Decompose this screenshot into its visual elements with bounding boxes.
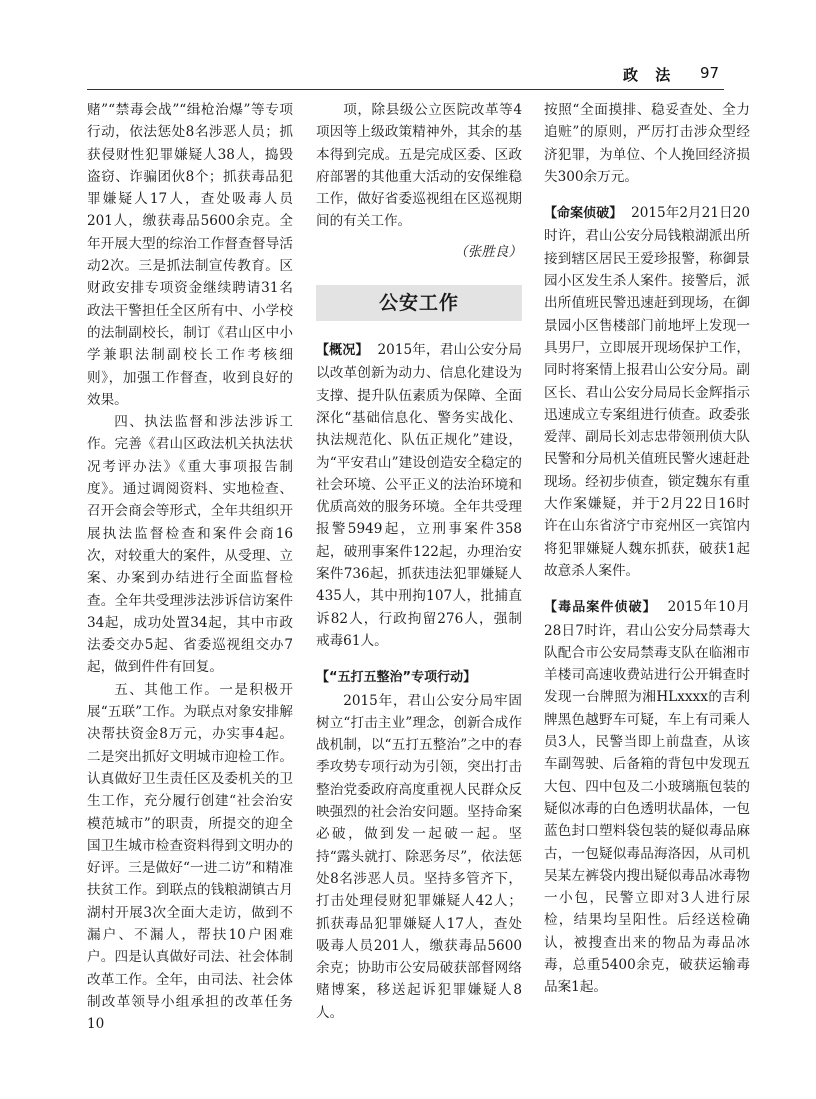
column-middle (316, 99, 522, 1024)
running-header-title: 政 法 (623, 66, 677, 84)
overview-heading: 【概况】 (316, 343, 369, 359)
paragraph: 按照“全面摸排、稳妥查处、全力追赃”的原则，严厉打击涉众型经济犯罪，为单位、个人挽回经济损失300余万元。 (544, 102, 750, 185)
murder-text: 2015年2月21日20时许，君山公安分局钱粮湖派出所接到辖区居民王爱珍报警，称御景园小区发生杀人案件。接警后，派出所值班民警迅速赶到现场，在御景园小区售楼部门前地坪上发现一具男尸，立即展开现场保护工作，同时将案情上报君山公安分局。副区长、君山公安分局局长金辉指示迅速成立专案组进行侦查。政委张爱萍、副局长刘志忠带领刑侦大队民警和分局机关值班民警火速赶赴现场。经初步侦查，锁定魏东有重大作案嫌疑，并于2月22日16时许在山东省济宁市兖州区一宾馆内将犯罪嫌疑人魏东抓获，破获1起故意杀人案件。 (544, 205, 750, 579)
drug-heading: 【毒品案件侦破】 (544, 600, 657, 616)
paragraph-murder (544, 202, 750, 582)
paragraph-overview (316, 339, 522, 652)
column-left (87, 99, 293, 1035)
paragraph: 赌”“禁毒会战”“缉枪治爆”等专项行动，依法惩处8名涉恶人员；抓获侵财性犯罪嫌疑人38人，捣毁盗窃、诈骗团伙8个；抓获毒品犯罪嫌疑人17人，查处吸毒人员201人，缴获毒品5600余克。全年开展大型的综治工作督查督导活动2次。三是抓法制宣传教育。区财政安排专项资金继续聘请31名政法干警担任全区所有中、小学校的法制副校长，制订《君山区中小学兼职法制副校长工作考核细则》，加强工作督查，收到良好的效果。 (87, 102, 293, 408)
page-number: 97 (700, 64, 720, 82)
campaign-text: 2015年，君山公安分局牢固树立“打击主业”理念，创新合成作战机制，以“五打五整治”之中的春季攻势专项行动为引领，突出打击整治党委政府高度重视人民群众反映强烈的社会治安问题。坚持命案必破，做到发一起破一起。坚持“露头就打、除恶务尽”，依法惩处8名涉恶人员。坚持多管齐下，打击处理侵财犯罪嫌疑人42人；抓获毒品犯罪嫌疑人17人，查处吸毒人员201人，缴获毒品5600余克；协助市公安局破获部督网络赌博案，移送起诉犯罪嫌疑人8人。 (316, 692, 522, 1021)
column-right (544, 99, 750, 999)
paragraph: 项，除县级公立医院改革等4项因等上级政策精神外，其余的基本得到完成。五是完成区委、区政府部署的其他重大活动的安保维稳工作，做好省委巡视组在区巡视期间的有关工作。 (316, 102, 522, 230)
paragraph: 四、执法监督和涉法涉诉工作。完善《君山区政法机关执法状况考评办法》《重大事项报告制度》。通过调阅资料、实地检查、召开会商会等形式，全年共组织开展执法监督检查和案件会商16次，对较重大的案件，从受理、立案、办案到办结进行全面监督检查。全年共受理涉法涉诉信访案件34起，成功处置34起，其中市政法委交办5起、省委巡视组交办7起，做到件件有回复。 (87, 414, 293, 676)
drug-text: 2015年10月28日7时许，君山公安分局禁毒大队配合市公安局禁毒支队在临湘市羊楼司高速收费站进行公开辑查时发现一台牌照为湘HLxxxx的吉利牌黑色越野车可疑，车上有司乘人员3人，民警当即上前盘查，从该车副驾驶、后备箱的背包中发现五大包、四中包及二小玻璃瓶包装的疑似冰毒的白色透明状晶体，一包蓝色封口塑料袋包装的疑似毒品麻古，一包疑似毒品海洛因，从司机吴某左裤袋内搜出疑似毒品冰毒物一小包，民警立即对3人进行尿检，结果均呈阳性。后经送检确认，被搜查出来的物品为毒品冰毒，总重5400余克，破获运输毒品案1起。 (544, 599, 750, 996)
header-divider (87, 89, 724, 90)
campaign-heading-line (316, 666, 522, 689)
section-title: 公安工作 (316, 285, 522, 321)
paragraph-drug (544, 596, 750, 998)
paragraph: 五、其他工作。一是积极开展“五联”工作。为联点对象安排解决帮扶资金8万元，办实事4起。二是突出抓好文明城市迎检工作。认真做好卫生责任区及委机关的卫生工作，充分履行创建“社会治安模范城市”的职责，所提交的迎全国卫生城市检查资料得到文明办的好评。三是做好“一进二访”和精准扶贫工作。到联点的钱粮湖镇古月湖村开展3次全面大走访，做到不漏户、不漏人，帮扶10户困难户。四是认真做好司法、社会体制改革工作。全年，由司法、社会体制改革领导小组承担的改革任务10 (87, 681, 293, 1033)
overview-text: 2015年，君山公安分局以改革创新为动力、信息化建设为支撑、提升队伍素质为保障、全面深化“基础信息化、警务实战化、执法规范化、队伍正规化”建设，为“平安君山”建设创造安全稳定的社会环境、公平正义的法治环境和优质高效的服务环境。全年共受理报警5949起，立刑事案件358起，破刑事案件122起，办理治安案件736起，抓获违法犯罪嫌疑人435人，其中刑拘107人，批捕直诉82人，行政拘留276人，强制戒毒61人。 (316, 342, 522, 649)
campaign-heading: 【“五打五整治”专项行动】 (316, 670, 477, 686)
murder-heading: 【命案侦破】 (544, 206, 623, 222)
author-credit: （张胜良） (454, 243, 522, 260)
